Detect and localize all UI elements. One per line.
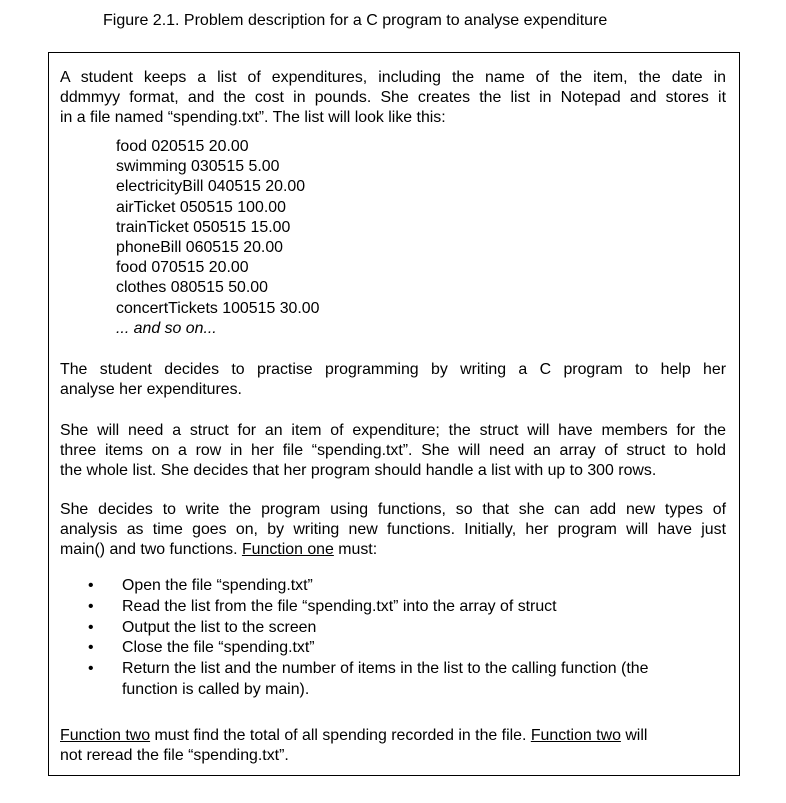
paragraph-4-text-end: must: xyxy=(333,541,378,558)
paragraph-4-line-2: analysis as time goes on, by writing new functions. Initially, her program will have just xyxy=(60,521,726,538)
bullet-item: • Close the file “spending.txt” xyxy=(88,638,648,659)
bullet-icon: • xyxy=(88,660,94,678)
list-item: concertTickets 100515 30.00 xyxy=(116,299,320,317)
bullet-item: • Read the list from the file “spending.txt” into the array of struct xyxy=(88,597,648,618)
paragraph-1-line-2: ddmmyy format, and the cost in pounds. She creates the list in Notepad and stores it xyxy=(60,89,726,106)
paragraph-5-line-1 xyxy=(60,726,647,746)
bullet-icon: • xyxy=(88,577,94,594)
paragraph-5-text: must find the total of all spending recorded in the file. xyxy=(150,727,531,744)
list-item: swimming 030515 5.00 xyxy=(116,158,280,176)
paragraph-3-line-2: three items on a row in her file “spending.txt”. She will need an array of struct to hold xyxy=(60,442,726,459)
function-two-term: Function two xyxy=(530,727,621,744)
paragraph-5-text-end: will xyxy=(620,727,648,744)
paragraph-2-line-2: analyse her expenditures. xyxy=(60,381,242,398)
function-one-requirements xyxy=(88,576,648,701)
bullet-icon: • xyxy=(88,639,94,657)
bullet-icon: • xyxy=(88,597,94,615)
bullet-item: • Open the file “spending.txt” xyxy=(88,576,648,597)
figure-caption: Figure 2.1. Problem description for a C program to analyse expenditure xyxy=(103,12,608,29)
expenditure-list xyxy=(116,137,319,339)
list-item: electricityBill 040515 20.00 xyxy=(116,178,306,196)
paragraph-4-line-3 xyxy=(60,540,377,560)
paragraph-4-text: main() and two functions. xyxy=(60,541,242,558)
bullet-item-continuation: function is called by main). xyxy=(122,680,310,698)
list-item: trainTicket 050515 15.00 xyxy=(116,218,291,236)
list-item: food 070515 20.00 xyxy=(116,259,249,277)
list-item: food 020515 20.00 xyxy=(116,138,249,155)
list-continuation: ... and so on... xyxy=(116,319,217,337)
function-one-term: Function one xyxy=(241,541,334,558)
paragraph-1-line-3: in a file named “spending.txt”. The list will look like this: xyxy=(60,109,446,126)
list-item: phoneBill 060515 20.00 xyxy=(116,239,283,257)
list-item: airTicket 050515 100.00 xyxy=(116,198,286,216)
list-item: clothes 080515 50.00 xyxy=(116,279,268,297)
paragraph-3-line-3: the whole list. She decides that her program should handle a list with up to 300 rows. xyxy=(60,462,657,479)
paragraph-4-line-1: She decides to write the program using functions, so that she can add new types of xyxy=(60,501,726,518)
bullet-item: • Output the list to the screen xyxy=(88,618,648,639)
function-two-term: Function two xyxy=(60,727,151,744)
paragraph-1-line-1: A student keeps a list of expenditures, including the name of the item, the date in xyxy=(60,69,726,86)
paragraph-5-line-2: not reread the file “spending.txt”. xyxy=(60,747,289,764)
paragraph-3-line-1: She will need a struct for an item of expenditure; the struct will have members for the xyxy=(60,422,726,439)
paragraph-2-line-1: The student decides to practise programming by writing a C program to help her xyxy=(60,361,726,378)
bullet-item: • Return the list and the number of items in the list to the calling function (the xyxy=(88,659,648,680)
bullet-icon: • xyxy=(88,618,94,636)
